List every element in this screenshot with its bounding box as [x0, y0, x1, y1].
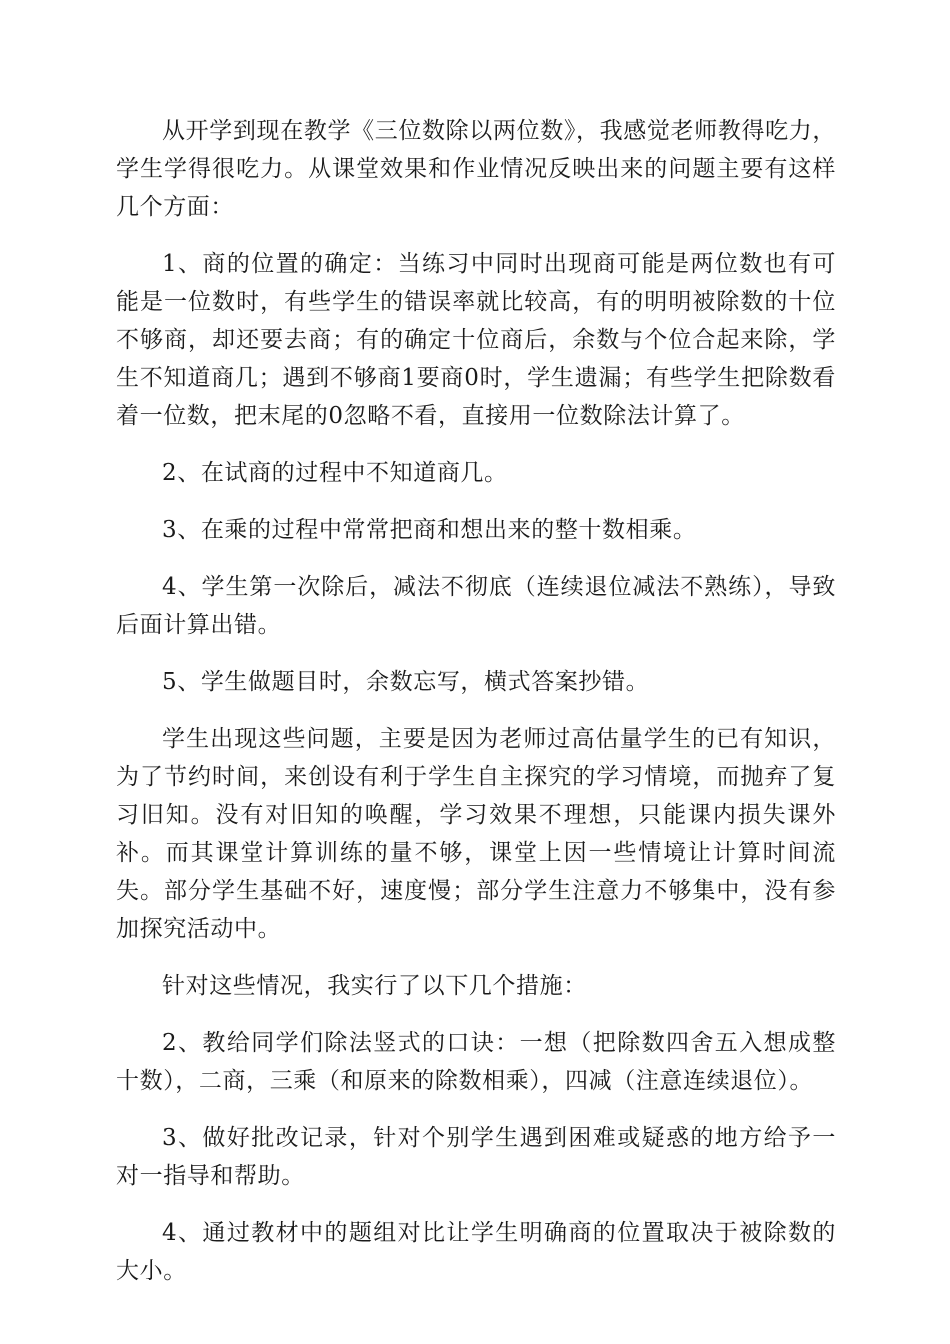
paragraph-problem-5: 5、学生做题目时，余数忘写，横式答案抄错。	[162, 669, 650, 695]
paragraph-intro: 从开学到现在教学《三位数除以两位数》，我感觉老师教得吃力，学生学得很吃力。从课堂效果和作业情况反映出来的问题主要有这样几个方面：	[116, 118, 836, 220]
paragraph-problem-2: 2、在试商的过程中不知道商几。	[162, 460, 508, 486]
paragraph-measure-4: 4、通过教材中的题组对比让学生明确商的位置取决于被除数的大小。	[116, 1220, 836, 1284]
paragraph-problem-4: 4、学生第一次除后，减法不彻底（连续退位减法不熟练），导致后面计算出错。	[116, 574, 836, 638]
paragraph-measure-2: 2、教给同学们除法竖式的口诀：一想（把除数四舍五入想成整十数），二商，三乘（和原来的除数相乘），四减（注意连续退位）。	[116, 1030, 836, 1094]
paragraph-measures-intro: 针对这些情况，我实行了以下几个措施：	[162, 973, 587, 999]
paragraph-measure-3: 3、做好批改记录，针对个别学生遇到困难或疑惑的地方给予一对一指导和帮助。	[116, 1125, 836, 1189]
document-body	[116, 112, 836, 1309]
paragraph-problem-1: 1、商的位置的确定：当练习中同时出现商可能是两位数也有可能是一位数时，有些学生的错误率就比较高，有的明明被除数的十位不够商，却还要去商；有的确定十位商后，余数与个位合起来除，学生不知道商几；遇到不够商1要商0时，学生遗漏；有些学生把除数看着一位数，把末尾的0忽略不看，直接用一位数除法计算了。	[116, 251, 836, 429]
paragraph-analysis: 学生出现这些问题，主要是因为老师过高估量学生的已有知识，为了节约时间，来创设有利于学生自主探究的学习情境，而抛弃了复习旧知。没有对旧知的唤醒，学习效果不理想，只能课内损失课外补。而其课堂计算训练的量不够，课堂上因一些情境让计算时间流失。部分学生基础不好，速度慢；部分学生注意力不够集中，没有参加探究活动中。	[116, 726, 836, 942]
paragraph-problem-3: 3、在乘的过程中常常把商和想出来的整十数相乘。	[162, 517, 697, 543]
